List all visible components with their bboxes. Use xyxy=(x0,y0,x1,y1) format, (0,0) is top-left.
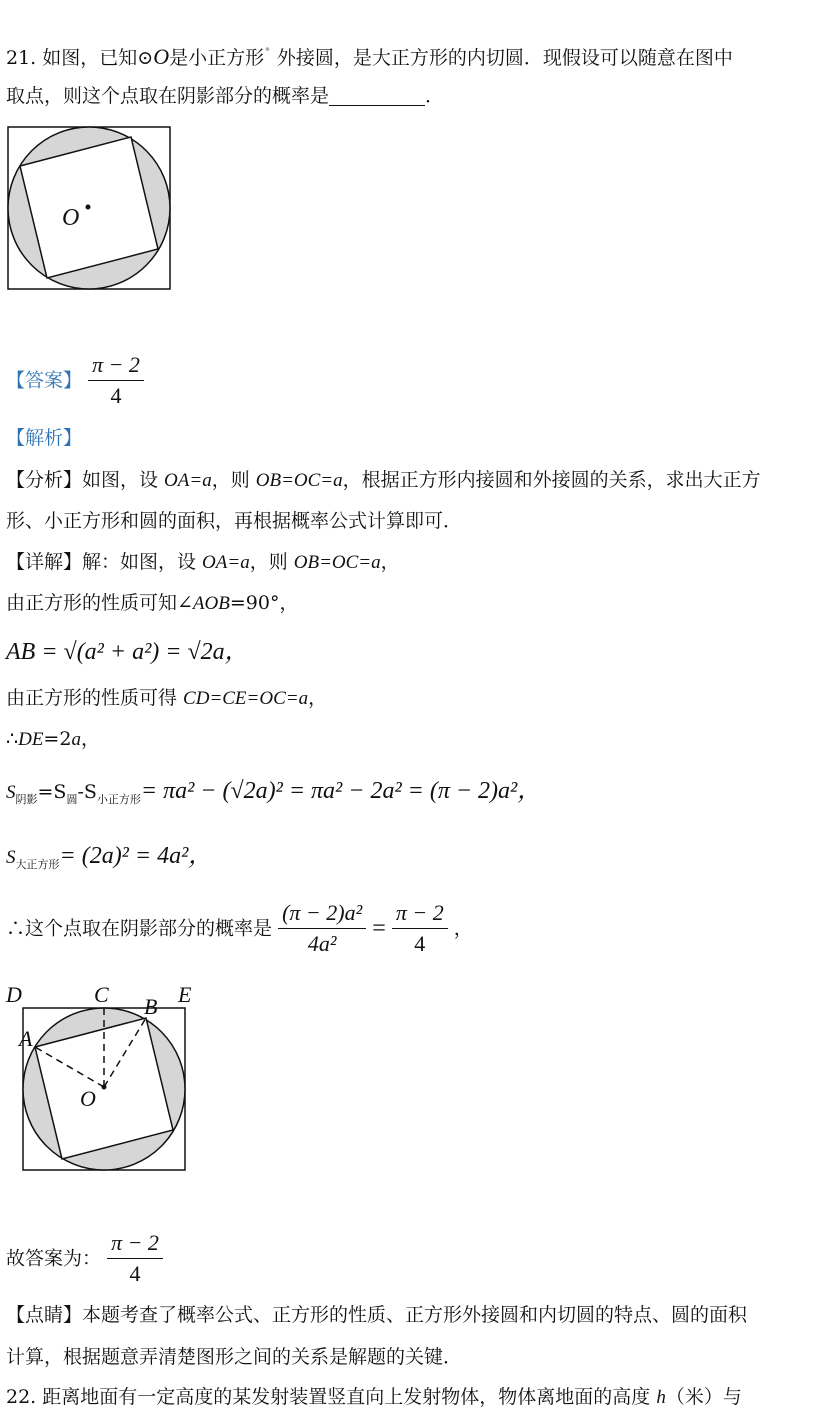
figure-2 xyxy=(2,982,202,1172)
answer-line xyxy=(6,350,144,412)
fenxi-line-2: 形、小正方形和圆的面积，再根据概率公式计算即可． xyxy=(6,510,463,532)
answer-blank xyxy=(329,85,425,106)
ab-equation: AB = √(a² + a²) = √2a， xyxy=(6,639,249,665)
de-a: ∴ xyxy=(6,728,19,750)
fenxi-c: ，则 xyxy=(211,469,256,491)
shade-area-line xyxy=(6,777,541,817)
q21-text-b: 是小正方形 xyxy=(169,47,265,69)
xiang-e: ， xyxy=(380,551,400,573)
de-d: a xyxy=(71,729,81,750)
fenxi-a: 【分析】如图，设 xyxy=(6,469,165,491)
question-22-line xyxy=(6,1383,742,1412)
cd-line xyxy=(6,684,327,713)
angle-line xyxy=(6,589,298,618)
label-o: O xyxy=(80,1086,96,1111)
prob-denominator-1: 4a² xyxy=(307,931,337,956)
q21-text-line2: 取点，则这个点取在阴影部分的概率是 xyxy=(6,85,330,107)
label-c: C xyxy=(94,982,109,1007)
dianjing-line-2: 计算，根据题意弄清楚图形之间的关系是解题的关键． xyxy=(6,1346,463,1368)
fenxi-b: OA=a xyxy=(164,470,212,491)
s1-eq: =S xyxy=(37,781,67,803)
s1-expr: = πa² − (√2a)² = πa² − 2a² = (π − 2)a²， xyxy=(140,778,542,804)
xiang-b: OA=a xyxy=(202,552,250,573)
q22-h: h xyxy=(656,1387,666,1408)
fenxi-line-1 xyxy=(6,466,761,495)
answer-denominator: 4 xyxy=(110,383,122,408)
answer-tag: 【答案】 xyxy=(6,369,83,392)
xiang-d: OB=OC=a xyxy=(293,552,381,573)
prob-numerator-2: π − 2 xyxy=(392,898,448,929)
final-answer-line xyxy=(6,1228,163,1290)
de-line xyxy=(6,725,100,754)
prob-denominator-2: 4 xyxy=(414,931,426,956)
cd-b: CD=CE=OC=a xyxy=(183,688,309,709)
prob-text: ∴这个点取在阴影部分的概率是 xyxy=(6,917,273,940)
question-21-line-2 xyxy=(6,82,444,110)
cd-c: ， xyxy=(308,687,328,709)
de-e: ， xyxy=(80,728,100,750)
label-a: A xyxy=(19,1026,33,1051)
dianjing-line-1: 【点睛】本题考查了概率公式、正方形的性质、正方形外接圆和内切圆的特点、圆的面积 xyxy=(6,1304,748,1326)
final-fraction xyxy=(107,1228,163,1289)
answer-fraction xyxy=(88,350,144,411)
answer-numerator: π − 2 xyxy=(88,350,144,381)
figure-2-shapes xyxy=(23,1008,185,1170)
figure-1-shapes xyxy=(8,127,170,289)
prob-fraction-2 xyxy=(392,898,448,959)
fenxi-e: ，根据正方形内接圆和外接圆的关系，求出大正方 xyxy=(342,469,761,491)
prob-equals: = xyxy=(372,915,386,942)
xiang-a: 【详解】解：如图，设 xyxy=(6,551,203,573)
center-dot xyxy=(86,205,91,210)
s1-s: S xyxy=(6,782,16,803)
label-e: E xyxy=(178,982,192,1007)
fig1-o-label: O xyxy=(62,205,80,231)
q21-text-c: 外接圆，是大正方形的内切圆．现假设可以随意在图中 xyxy=(276,47,733,69)
prob-fraction-1 xyxy=(278,898,366,959)
q22-text-b: （米）与 xyxy=(665,1386,742,1408)
s1-sub-shade: 阴影 xyxy=(15,793,38,806)
xiangjie-line xyxy=(6,548,400,577)
angle-c: =90°， xyxy=(229,592,299,614)
angle-a: 由正方形的性质可知∠ xyxy=(6,592,193,614)
analysis-tag: 【解析】 xyxy=(6,427,83,449)
s1-minus: -S xyxy=(77,781,97,803)
prob-end: ， xyxy=(453,917,473,940)
q21-end: ． xyxy=(425,85,445,107)
circle-o-label: O xyxy=(153,44,170,69)
s2-sub: 大正方形 xyxy=(15,858,60,871)
cd-a: 由正方形的性质可得 xyxy=(6,687,184,709)
q21-text-a: 21. 如图，已知⊙ xyxy=(6,47,154,69)
figure-1 xyxy=(6,125,176,295)
label-d: D xyxy=(6,982,22,1007)
final-text: 故答案为： xyxy=(6,1247,102,1270)
question-21-line-1 xyxy=(6,36,733,72)
prob-numerator-1: (π − 2)a² xyxy=(278,898,366,929)
footnote-mark-icon: ⁕ xyxy=(264,45,271,54)
s2-s: S xyxy=(6,847,16,868)
xiang-c: ，则 xyxy=(249,551,294,573)
fenxi-d: OB=OC=a xyxy=(255,470,343,491)
de-b: DE xyxy=(18,729,44,750)
s2-expr: = (2a)² = 4a²， xyxy=(59,843,213,869)
final-denominator: 4 xyxy=(129,1261,141,1286)
probability-line xyxy=(6,898,473,964)
label-b: B xyxy=(144,994,158,1019)
big-square-line xyxy=(6,842,212,882)
s1-sub-circle: 圆 xyxy=(66,793,78,806)
q22-text-a: 22. 距离地面有一定高度的某发射装置竖直向上发射物体，物体离地面的高度 xyxy=(6,1386,657,1408)
s1-sub-small: 小正方形 xyxy=(96,793,141,806)
center-dot-2 xyxy=(102,1085,107,1090)
angle-b: AOB xyxy=(192,593,230,614)
final-numerator: π − 2 xyxy=(107,1228,163,1259)
de-c: =2 xyxy=(43,728,72,750)
